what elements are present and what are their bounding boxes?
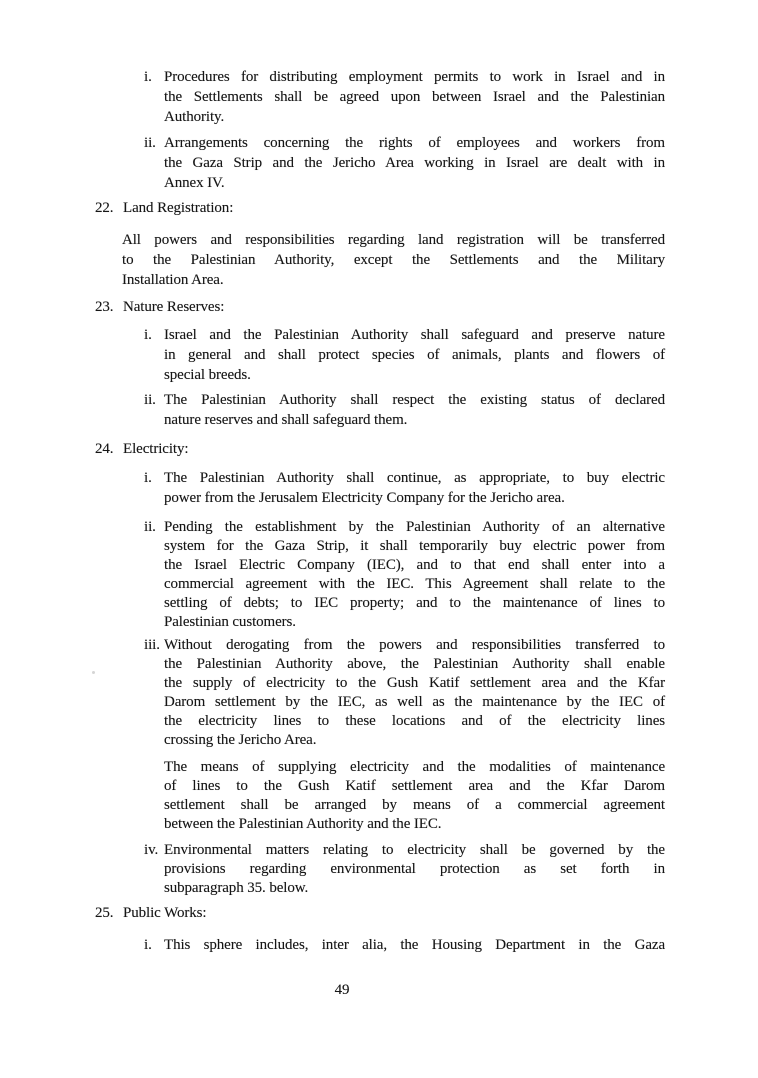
text-line: the Israel Electric Company (IEC), and to that end shall enter into a bbox=[164, 557, 665, 573]
list-item-24-iv bbox=[144, 841, 665, 898]
paragraph bbox=[164, 133, 665, 193]
text-line: the Gaza Strip and the Jericho Area working in Israel are dealt with in bbox=[164, 155, 665, 171]
text-line: The Palestinian Authority shall continue, as appropriate, to buy electric bbox=[164, 470, 665, 486]
text-line: power from the Jerusalem Electricity Company for the Jericho area. bbox=[164, 490, 565, 506]
list-marker: i. bbox=[144, 69, 152, 85]
list-item-23-i bbox=[144, 325, 665, 385]
section-number: 22. bbox=[95, 200, 114, 216]
text-line: Without derogating from the powers and responsibilities transferred to bbox=[164, 637, 665, 653]
paragraph bbox=[164, 518, 665, 632]
paragraph bbox=[164, 636, 665, 750]
text-line: Annex IV. bbox=[164, 175, 225, 191]
section-heading-22 bbox=[95, 198, 615, 218]
list-item-i bbox=[144, 67, 665, 127]
section-title: Public Works: bbox=[123, 905, 207, 921]
section-number: 23. bbox=[95, 299, 114, 315]
section-title: Electricity: bbox=[123, 441, 189, 457]
text-line: Israel and the Palestinian Authority shall safeguard and preserve nature bbox=[164, 327, 665, 343]
section-heading-24 bbox=[95, 439, 615, 459]
text-line: Environmental matters relating to electricity shall be governed by the bbox=[164, 842, 665, 858]
list-marker: i. bbox=[144, 470, 152, 486]
list-marker: ii. bbox=[144, 519, 156, 535]
paragraph bbox=[164, 390, 665, 430]
text-line: The Palestinian Authority shall respect the existing status of declared bbox=[164, 392, 665, 408]
list-marker: iii. bbox=[144, 637, 160, 653]
text-line: settlement shall be arranged by means of a commercial agreement bbox=[164, 797, 665, 813]
text-line: Installation Area. bbox=[122, 272, 224, 288]
text-line: to the Palestinian Authority, except the Settlements and the Military bbox=[122, 252, 665, 268]
text-line: All powers and responsibilities regarding land registration will be transferred bbox=[122, 232, 665, 248]
paragraph bbox=[164, 935, 665, 955]
paragraph bbox=[164, 67, 665, 127]
list-item-25-i bbox=[144, 935, 665, 955]
list-item-23-ii bbox=[144, 390, 665, 430]
paragraph bbox=[164, 468, 665, 508]
text-line: commercial agreement with the IEC. This Agreement shall relate to the bbox=[164, 576, 665, 592]
text-line: Darom settlement by the IEC, as well as the maintenance by the IEC of bbox=[164, 694, 665, 710]
list-item-24-i bbox=[144, 468, 665, 508]
text-line: Authority. bbox=[164, 109, 225, 125]
text-line: the Palestinian Authority above, the Palestinian Authority shall enable bbox=[164, 656, 665, 672]
text-line: special breeds. bbox=[164, 367, 251, 383]
paragraph bbox=[164, 325, 665, 385]
text-line: the supply of electricity to the Gush Katif settlement area and the Kfar bbox=[164, 675, 665, 691]
text-line: subparagraph 35. below. bbox=[164, 880, 309, 896]
list-item-ii bbox=[144, 133, 665, 193]
text-line: crossing the Jericho Area. bbox=[164, 732, 317, 748]
section-title: Nature Reserves: bbox=[123, 299, 225, 315]
text-line: Pending the establishment by the Palestinian Authority of an alternative bbox=[164, 519, 665, 535]
text-line: between the Palestinian Authority and the IEC. bbox=[164, 816, 442, 832]
paragraph-electricity-continuation bbox=[164, 758, 665, 834]
section-number: 25. bbox=[95, 905, 114, 921]
text-line: Palestinian customers. bbox=[164, 614, 296, 630]
page-number: 49 bbox=[334, 982, 350, 998]
text-line: This sphere includes, inter alia, the Housing Department in the Gaza bbox=[164, 937, 665, 953]
text-line: of lines to the Gush Katif settlement area and the Kfar Darom bbox=[164, 778, 665, 794]
text-line: Arrangements concerning the rights of employees and workers from bbox=[164, 135, 665, 151]
text-line: system for the Gaza Strip, it shall temporarily buy electric power from bbox=[164, 538, 665, 554]
list-marker: ii. bbox=[144, 392, 156, 408]
list-item-24-ii bbox=[144, 518, 665, 632]
section-heading-25 bbox=[95, 903, 615, 923]
text-line: the Settlements shall be agreed upon between Israel and the Palestinian bbox=[164, 89, 665, 105]
section-title: Land Registration: bbox=[123, 200, 234, 216]
paragraph-land-registration bbox=[122, 230, 665, 290]
text-line: settling of debts; to IEC property; and to the maintenance of lines to bbox=[164, 595, 665, 611]
scan-artifact bbox=[92, 671, 95, 674]
text-line: provisions regarding environmental protection as set forth in bbox=[164, 861, 665, 877]
section-heading-23 bbox=[95, 297, 615, 317]
list-marker: i. bbox=[144, 327, 152, 343]
text-line: Procedures for distributing employment permits to work in Israel and in bbox=[164, 69, 665, 85]
list-marker: i. bbox=[144, 937, 152, 953]
text-line: the electricity lines to these locations and of the electricity lines bbox=[164, 713, 665, 729]
list-item-24-iii bbox=[144, 636, 665, 750]
section-number: 24. bbox=[95, 441, 114, 457]
list-marker: iv. bbox=[144, 842, 159, 858]
text-line: nature reserves and shall safeguard them. bbox=[164, 412, 408, 428]
list-marker: ii. bbox=[144, 135, 156, 151]
text-line: The means of supplying electricity and the modalities of maintenance bbox=[164, 759, 665, 775]
text-line: in general and shall protect species of animals, plants and flowers of bbox=[164, 347, 665, 363]
paragraph bbox=[164, 841, 665, 898]
